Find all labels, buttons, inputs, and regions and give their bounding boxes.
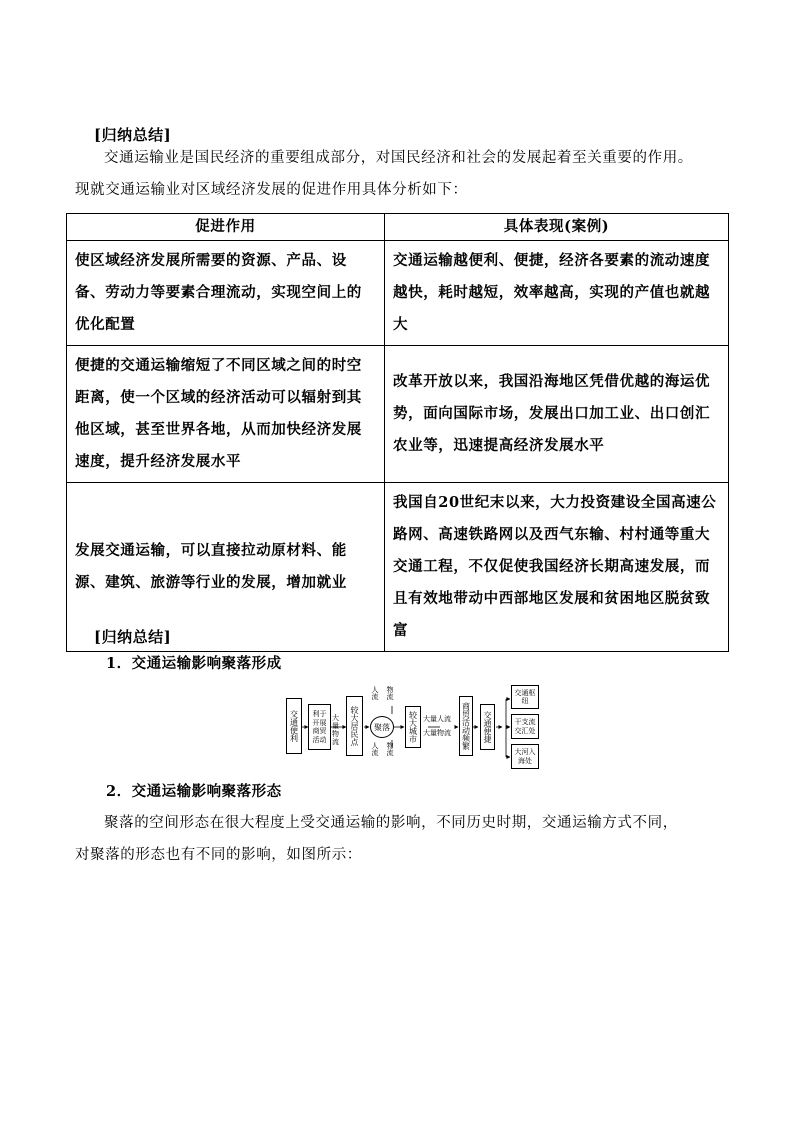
table-cell-effect: 发展交通运输，可以直接拉动原材料、能源、建筑、旅游等行业的发展，增加就业 — [67, 483, 385, 652]
table-cell-effect: 使区域经济发展所需要的资源、产品、设备、劳动力等要素合理流动，实现空间上的优化配置 — [67, 241, 385, 346]
box-trade-activities — [308, 704, 331, 750]
box-transport-convenience-label: 交通便利 — [289, 710, 299, 742]
box-frequent-commerce — [459, 696, 473, 756]
table-row — [67, 241, 729, 346]
label-goods-flow-top: 物流 — [386, 686, 394, 700]
settlement-paragraph-line-2: 对聚落的形态也有不同的影响，如图所示： — [75, 847, 362, 863]
box-river-estuary-label: 大河入海处 — [514, 748, 536, 765]
box-river-estuary — [511, 744, 539, 769]
summary-heading-2: [归纳总结] — [94, 628, 172, 646]
label-large-goods-flow: 大量物流 — [423, 729, 451, 737]
settlement-formation-diagram — [284, 684, 554, 770]
label-people-flow-bottom: 人流 — [371, 742, 379, 756]
summary-heading-1: [归纳总结] — [94, 126, 172, 144]
box-trade-activities-label: 利于开展商贸活动 — [312, 710, 327, 744]
box-river-junction — [511, 714, 539, 739]
box-large-residential-point-label: 较大居民点 — [350, 706, 359, 746]
intro-paragraph-line-2: 现就交通运输业对区域经济发展的促进作用具体分析如下： — [75, 182, 468, 198]
table-cell-example: 我国自20世纪末以来，大力投资建设全国高速公路网、高速铁路网以及西气东输、村村通等重大交通工程，不仅促使我国经济长期高速发展，而且有效地带动中西部地区发展和贫困地区脱贫致富 — [385, 483, 729, 652]
box-transport-hub — [511, 685, 539, 709]
circle-settlement — [370, 716, 394, 738]
label-large-goods-flow: 大量物流 — [332, 714, 339, 746]
circle-settlement-label: 聚落 — [374, 722, 390, 732]
box-frequent-commerce-label: 商贸活动频繁 — [461, 702, 471, 750]
box-convenient-transport-label: 交通便捷 — [483, 711, 492, 743]
table-cell-effect: 便捷的交通运输缩短了不同区域之间的时空距离，使一个区域的经济活动可以辐射到其他区域，甚至世界各地，从而加快经济发展速度，提升经济发展水平 — [67, 346, 385, 483]
item-heading-settlement-formation: 1．交通运输影响聚落形成 — [106, 655, 282, 672]
box-large-city-label: 较大城市 — [408, 711, 418, 743]
table-row — [67, 346, 729, 483]
table-header-effect: 促进作用 — [67, 214, 385, 241]
box-river-junction-label: 干支流交汇处 — [514, 718, 536, 735]
label-people-flow-top: 人流 — [371, 686, 379, 700]
box-transport-hub-label: 交通枢纽 — [514, 688, 536, 705]
label-goods-flow-bottom: 物流 — [386, 742, 394, 756]
box-large-residential-point — [346, 696, 363, 756]
table-header-row — [67, 214, 729, 241]
settlement-paragraph-line-1: 聚落的空间形态在很大程度上受交通运输的影响，不同历史时期，交通运输方式不同， — [104, 815, 678, 831]
table-cell-example: 交通运输越便利、便捷，经济各要素的流动速度越快，耗时越短，效率越高，实现的产值也就越大 — [385, 241, 729, 346]
table-header-example: 具体表现(案例) — [385, 214, 729, 241]
effects-table — [66, 213, 729, 652]
box-large-city — [405, 706, 421, 748]
item-heading-settlement-form: 2．交通运输影响聚落形态 — [106, 783, 282, 800]
box-convenient-transport — [480, 704, 495, 750]
table-cell-example: 改革开放以来，我国沿海地区凭借优越的海运优势，面向国际市场，发展出口加工业、出口创汇农业等，迅速提高经济发展水平 — [385, 346, 729, 483]
label-large-people-flow: 大量人流 — [423, 715, 451, 723]
intro-paragraph-line-1: 交通运输业是国民经济的重要组成部分，对国民经济和社会的发展起着至关重要的作用。 — [104, 150, 693, 166]
box-transport-convenience — [286, 698, 302, 754]
